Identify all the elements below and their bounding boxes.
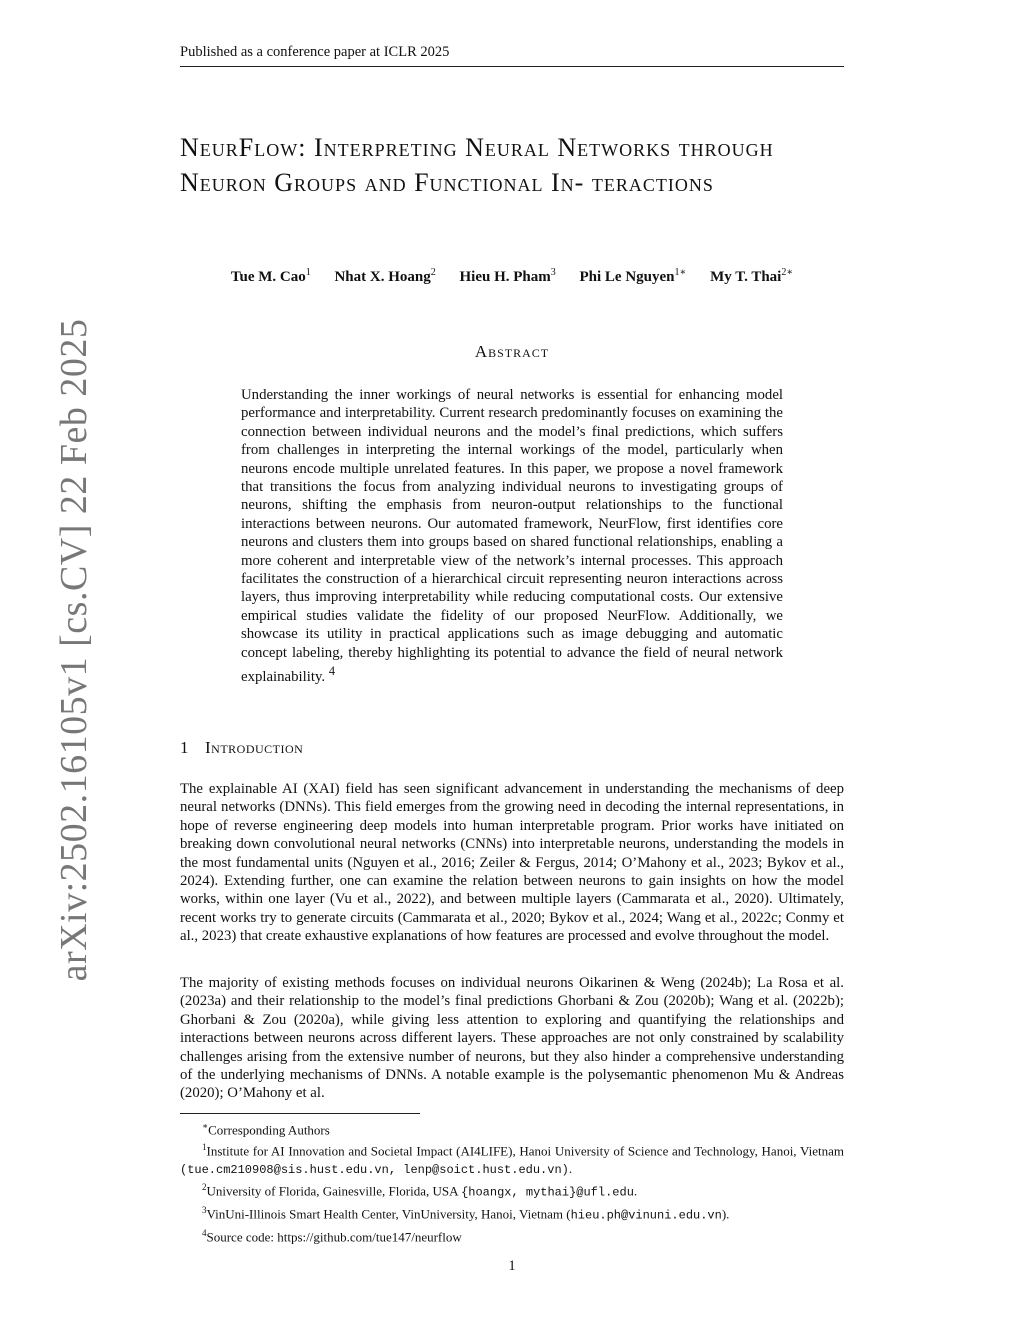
footnote-source-code: $^4$Source code: https://github.com/tue147/neurflow [202,1227,462,1245]
abstract-heading: Abstract [474,342,550,361]
footnotes [180,1118,844,1246]
arxiv-identifier: arXiv:2502.16105v1 [cs.CV] 22 Feb 2025 [53,318,95,982]
intro-paragraph-1: The explainable AI (XAI) field has seen significant advancement in understanding the mechanisms of deep neural networks (DNNs). This field emerges from the growing need in decoding the internal representations, in hope of reverse engineering deep models into human interpretable program. Prior works have initiated on breaking down convolutional neural networks (CNNs) into interpretable neurons, understanding the models in the most fundamental units (Nguyen et al., 2016; Zeiler & Fergus, 2014; O’Mahony et al., 2023; Bykov et al., 2024). Extending further, one can examine the relation between neurons to gain insights on how the model works, within one layer (Vu et al., 2022), and between multiple layers (Cammarata et al., 2020). Ultimately, recent works try to generate circuits (Cammarata et al., 2020; Bykov et al., 2024; Wang et al., 2022c; Conmy et al., 2023) that create exhaustive explanations of how features are processed and evolve throughout the model. [180,781,844,945]
running-header: Published as a conference paper at ICLR 2025 [180,44,450,60]
author-2: Nhat X. Hoang$^2$ [334,267,436,285]
section-number: 1 [180,738,189,757]
header-rule [180,66,844,67]
footnote-affiliation-2: $^2$University of Florida, Gainesville, Florida, USA {hoangx, mythai}@ufl.edu. [202,1182,638,1200]
author-list [180,267,844,286]
author-3: Hieu H. Pham$^3$ [459,267,556,285]
abstract-body: Understanding the inner workings of neural networks is essential for enhancing model performance and interpretability. Current research predominantly focuses on examining the connection between individual neurons and the model’s final predictions, which suffers from challenges in interpreting the internal workings of the model, particularly when neurons encode multiple unrelated features. In this paper, we propose a novel framework that transitions the focus from analyzing individual neurons to investigating groups of neurons, shifting the emphasis from neuron-output relationships to the functional interactions between neurons. Our automated framework, NeurFlow, first identifies core neurons and clusters them into groups based on shared functional relationships, enabling a more coherent and interpretable view of the network’s internal processes. This approach facilitates the construction of a hierarchical circuit representing neuron interactions across layers, thus improving interpretability while reducing computational costs. Our extensive empirical studies validate the fidelity of our proposed NeurFlow. Additionally, we showcase its utility in practical applications such as image debugging and automatic concept labeling, thereby highlighting its potential to advance the field of neural network explainability. $^4$ [241,387,783,686]
page-number: 1 [508,1258,516,1274]
section-heading [180,738,303,758]
author-4: Phi Le Nguyen$^{1∗}$ [579,267,687,285]
author-5: My T. Thai$^{2∗}$ [710,267,794,285]
footnote-affiliation-1: $^1$Institute for AI Innovation and Societal Impact (AI4LIFE), Hanoi University of Science and Technology, Hanoi, Vietnam (tue.cm210908@sis.hust.edu.vn, lenp@soict.hust.edu.vn). [180,1141,844,1177]
section-title: Introduction [205,738,304,757]
footnote-affiliation-3: $^3$VinUni-Illinois Smart Health Center, VinUniversity, Hanoi, Vietnam (hieu.ph@vinuni.edu.vn). [202,1204,730,1223]
paper-title: NeurFlow: Interpreting Neural Networks through Neuron Groups and Functional In- teractions [180,133,774,197]
footnote-rule [180,1113,420,1114]
footnote-corresponding: ∗Corresponding Authors [202,1121,330,1138]
author-1: Tue M. Cao$^1$ [230,267,311,285]
footnote-ref: 4 [328,664,335,679]
intro-paragraph-2: The majority of existing methods focuses on individual neurons Oikarinen & Weng (2024b); La Rosa et al. (2023a) and their relationship to the model’s final predictions Ghorbani & Zou (2020b); Wang et al. (2022b); Ghorbani & Zou (2020a), while giving less attention to exploring and quantifying the relationships and interactions between neurons across different layers. These approaches are not only constrained by scalability challenges arising from the extensive number of neurons, but they also hinder a comprehensive understanding of the underlying mechanisms of DNNs. A notable example is the polysemantic phenomenon Mu & Andreas (2020); O’Mahony et al. [180,975,844,1102]
